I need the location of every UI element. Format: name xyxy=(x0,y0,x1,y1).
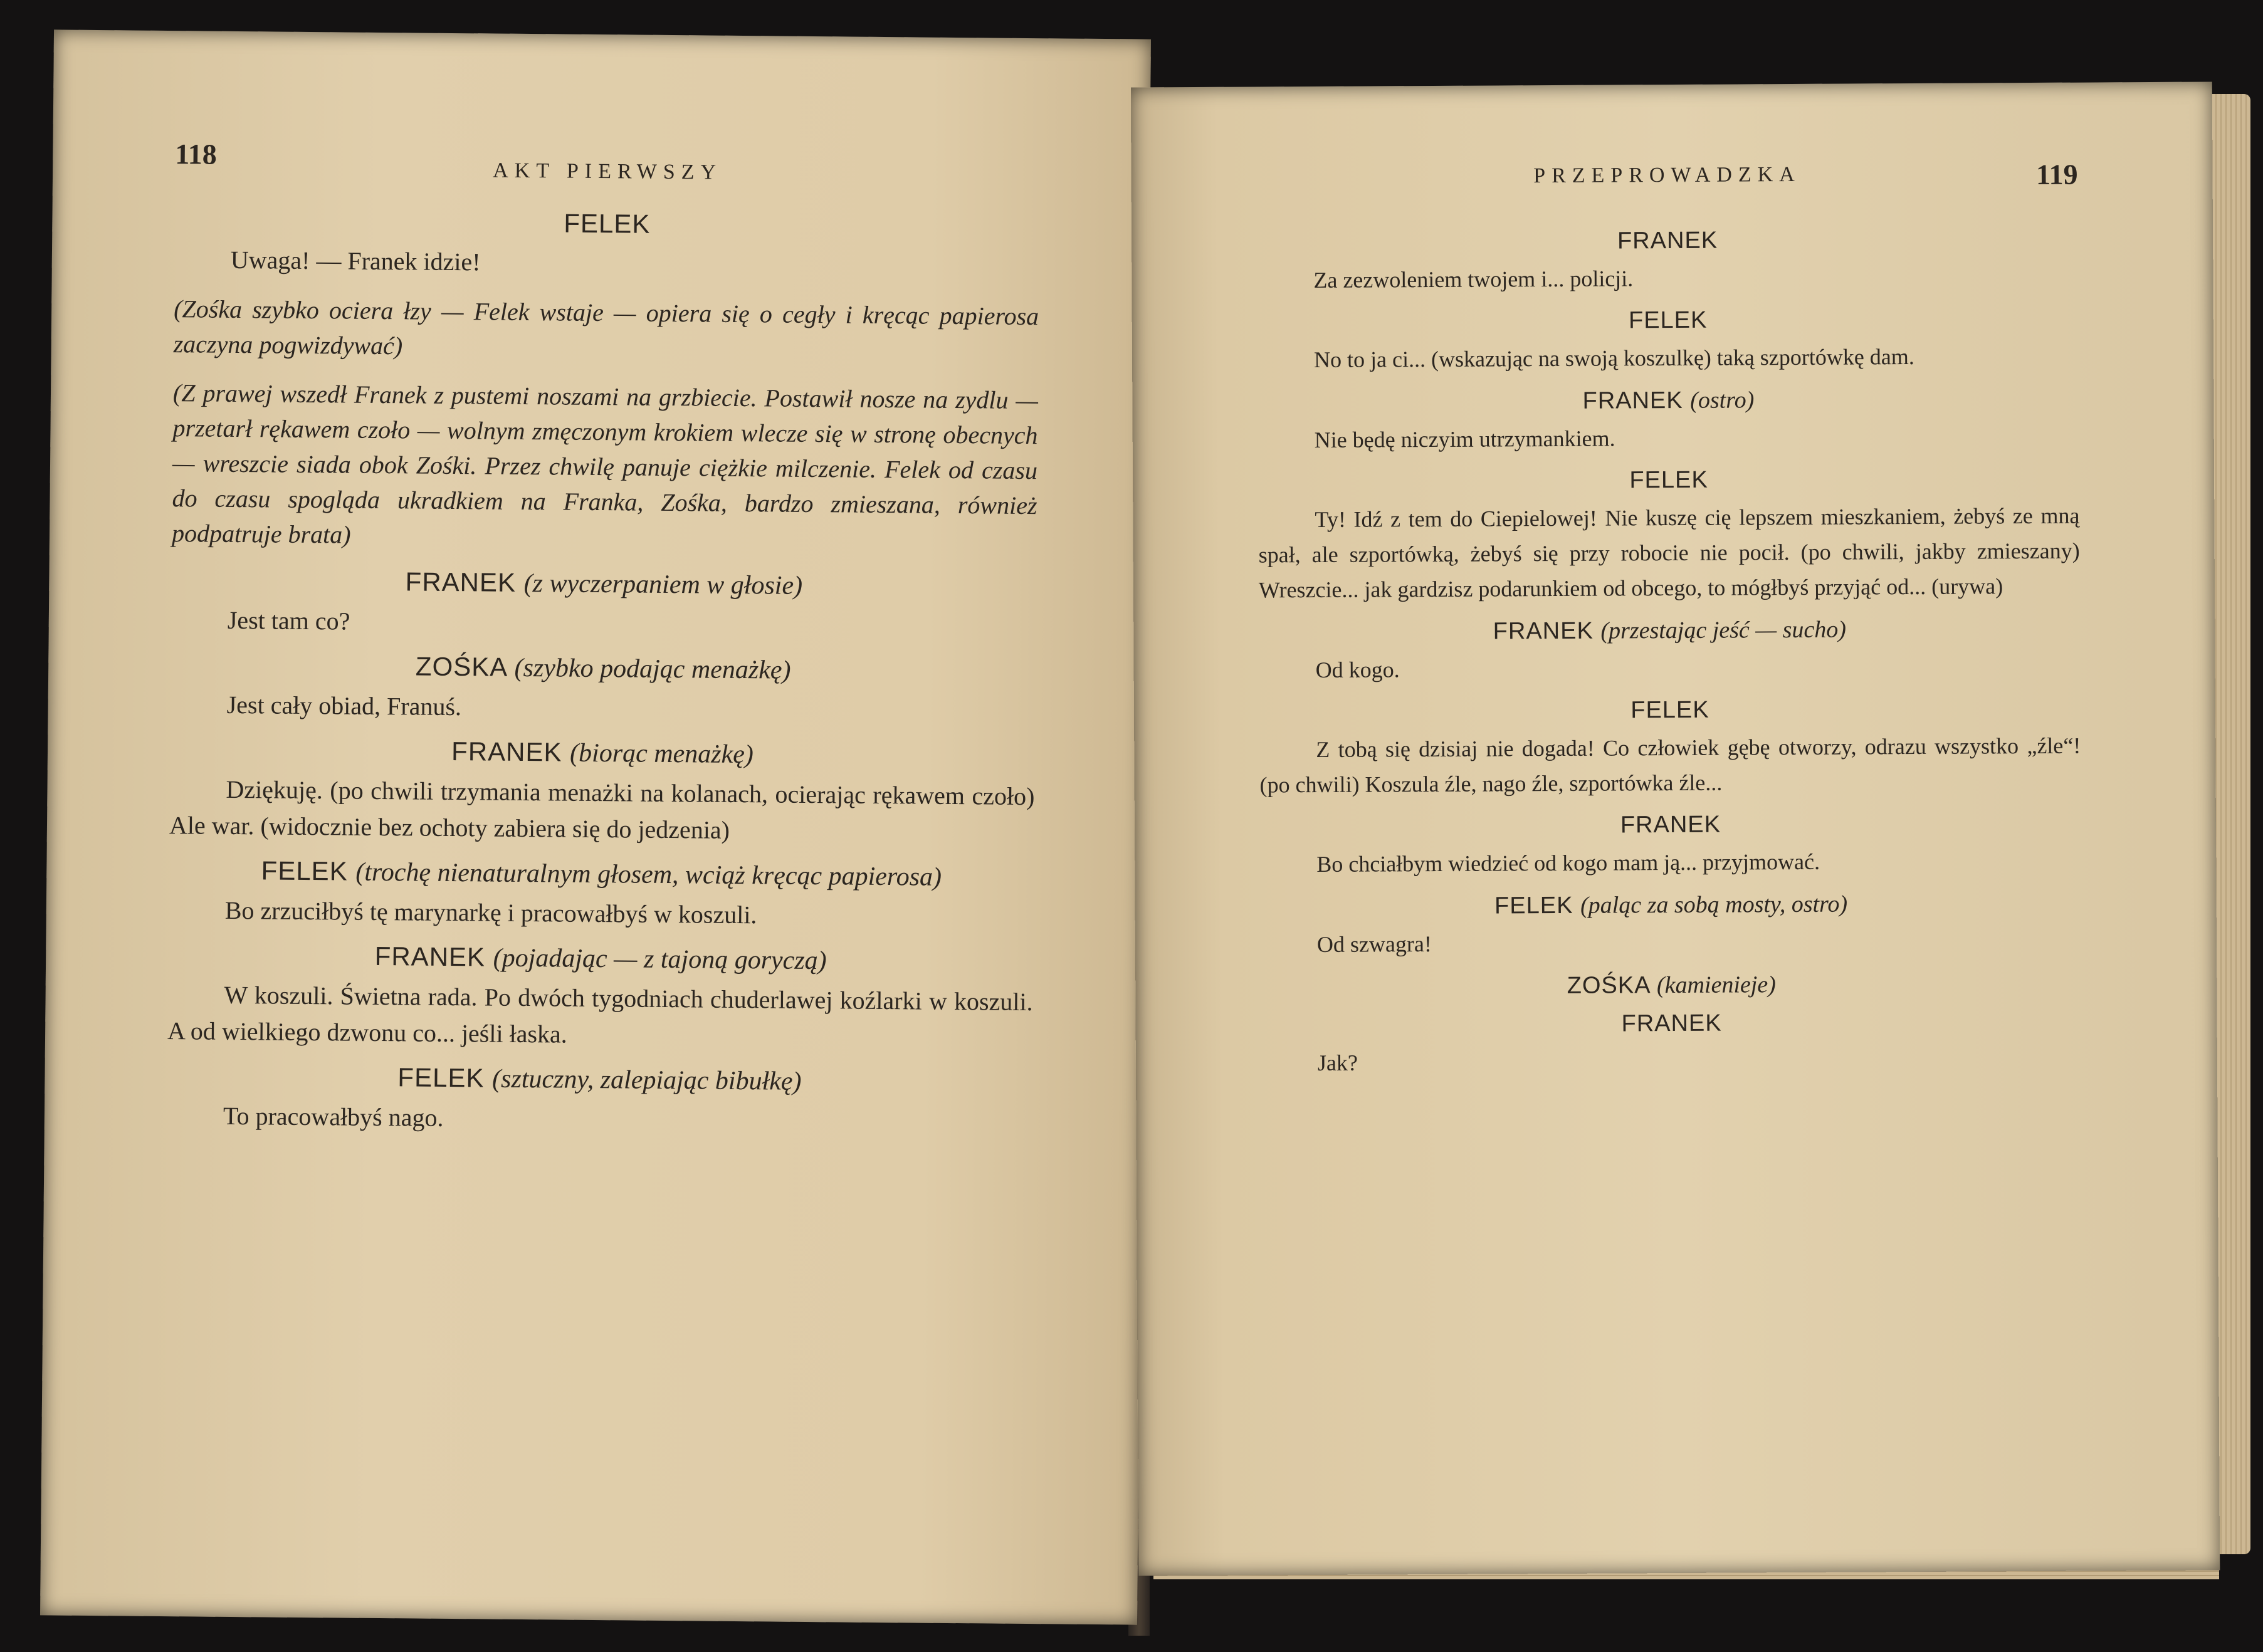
page-number: 118 xyxy=(175,138,218,170)
speaker-name: FELEK xyxy=(1629,466,1708,494)
play-text xyxy=(167,205,1040,1141)
dialogue-line: Od kogo. xyxy=(1315,657,1400,683)
speaker-heading xyxy=(170,734,1035,772)
running-head xyxy=(175,137,1041,201)
speaker-heading xyxy=(1258,385,2079,417)
speaker-name: FRANEK xyxy=(1621,1010,1722,1037)
speaker-direction: (trochę nienaturalnym głosem, wciąż kręcąc papierosa) xyxy=(355,857,942,892)
speaker-name: FRANEK xyxy=(1582,387,1683,414)
dialogue-line: Jest cały obiad, Franuś. xyxy=(226,690,462,721)
speaker-name: ZOŚKA xyxy=(1567,972,1650,999)
speaker-heading xyxy=(1257,226,2078,257)
running-head-title: PRZEPROWADZKA xyxy=(1533,162,1801,188)
speaker-heading xyxy=(174,205,1039,243)
page-number: 119 xyxy=(2035,158,2078,191)
speaker-name: FRANEK xyxy=(374,941,486,972)
speaker-heading xyxy=(171,565,1036,603)
speaker-heading xyxy=(1259,695,2081,726)
speaker-name: FRANEK xyxy=(1620,811,1721,839)
speaker-name: FELEK xyxy=(564,208,651,239)
play-text xyxy=(1257,226,2082,1081)
speaker-direction: (sztuczny, zalepiając bibułkę) xyxy=(491,1064,802,1096)
speaker-direction: (szybko podając menażkę) xyxy=(514,653,791,685)
speaker-name: FELEK xyxy=(1630,696,1709,724)
dialogue-line: Uwaga! — Franek idzie! xyxy=(230,245,481,276)
dialogue-line: Bo zrzuciłbyś tę marynarkę i pracowałbyś w koszuli. xyxy=(224,896,757,929)
speaker-heading xyxy=(1261,889,2082,921)
dialogue-line: To pracowałbyś nago. xyxy=(223,1101,444,1132)
dialogue-line: Nie będę niczyim utrzymankiem. xyxy=(1314,426,1615,453)
stage-direction: (Zośka szybko ociera łzy — Felek wstaje — opiera się o cegły i kręcąc papierosa zaczyna pogwizdywać) xyxy=(173,295,1039,360)
speaker-heading xyxy=(1261,1008,2082,1040)
speaker-direction: (z wyczerpaniem w głosie) xyxy=(523,568,803,600)
speaker-direction: (ostro) xyxy=(1690,387,1755,414)
dialogue-line: Od szwagra! xyxy=(1316,931,1432,957)
speaker-heading xyxy=(1258,465,2079,496)
dialogue-line: Dziękuję. (po chwili trzymania menażki na kolanach, ocierając rękawem czoło) Ale war. (widocznie bez ochoty zabiera się do jedzenia) xyxy=(169,775,1035,844)
speaker-name: FELEK xyxy=(1628,306,1708,334)
speaker-name: FRANEK xyxy=(451,736,562,767)
running-head-title: AKT PIERWSZY xyxy=(493,159,723,184)
speaker-heading xyxy=(1258,305,2079,337)
dialogue-line: Za zezwoleniem twojem i... policji. xyxy=(1313,266,1634,293)
dialogue-line: Ty! Idź z tem do Ciepielowej! Nie kuszę cię lepszem mieszkaniem, żebyś ze mną spał, ale szportówką, żebyś się przy robocie nie pocił. (po chwili, jakby zmieszany) Wreszcie... jak gardzisz podarunkiem od obcego, to mógłbyś przyjąć od... (urywa) xyxy=(1258,503,2080,603)
speaker-name: FELEK xyxy=(261,855,348,886)
dialogue-line: Z tobą się dzisiaj nie dogada! Co człowiek gębę otworzy, odrazu wszystko „źle“! (po chwili) Koszula źle, nago źle, szportówka źle... xyxy=(1259,733,2081,798)
speaker-heading xyxy=(167,1060,1032,1099)
speaker-name: FRANEK xyxy=(1493,617,1594,645)
stage-direction: (Z prawej wszedł Franek z pustemi noszami na grzbiecie. Postawił nosze na zydlu — przetarł rękawem czoło — wolnym zmęczonym krokiem wlecze się w stronę obecnych — wreszcie siada obok Zośki. Przez chwilę panuje ciężkie milczenie. Felek od czasu do czasu spogląda ukradkiem na Franka, Zośka, bardzo zmieszana, również podpatruje brata) xyxy=(171,379,1039,549)
dialogue-line: W koszuli. Świetna rada. Po dwóch tygodniach chuderlawej koźlarki w koszuli. A od wielkiego dzwonu co... jeśli łaska. xyxy=(167,980,1033,1048)
speaker-direction: (paląc za sobą mosty, ostro) xyxy=(1580,891,1848,919)
speaker-name: FELEK xyxy=(1494,892,1573,919)
running-head xyxy=(1256,158,2077,219)
speaker-name: FRANEK xyxy=(1617,227,1718,254)
speaker-heading xyxy=(1261,970,2082,1001)
speaker-direction: (biorąc menażkę) xyxy=(569,738,754,770)
right-page-content xyxy=(1256,158,2082,1089)
speaker-heading xyxy=(1260,810,2081,841)
right-page xyxy=(1131,82,2220,1576)
speaker-name: ZOŚKA xyxy=(415,651,507,682)
speaker-heading xyxy=(1259,615,2080,647)
dialogue-line: Bo chciałbym wiedzieć od kogo mam ją... przyjmować. xyxy=(1316,849,1820,877)
speaker-heading xyxy=(171,649,1036,687)
left-page-content xyxy=(167,137,1041,1149)
dialogue-line: Jak? xyxy=(1317,1050,1358,1075)
speaker-name: FRANEK xyxy=(405,567,517,597)
speaker-name: FELEK xyxy=(397,1062,485,1093)
dialogue-line: Jest tam co? xyxy=(227,605,350,635)
speaker-direction: (kamienieje) xyxy=(1656,971,1776,999)
speaker-heading xyxy=(169,855,1034,893)
left-page xyxy=(40,29,1151,1624)
speaker-heading xyxy=(168,939,1033,978)
speaker-direction: (przestając jeść — sucho) xyxy=(1600,616,1847,644)
speaker-direction: (pojadając — z tajoną goryczą) xyxy=(493,943,827,976)
dialogue-line: No to ja ci... (wskazując na swoją koszulkę) taką szportówkę dam. xyxy=(1313,343,1914,373)
